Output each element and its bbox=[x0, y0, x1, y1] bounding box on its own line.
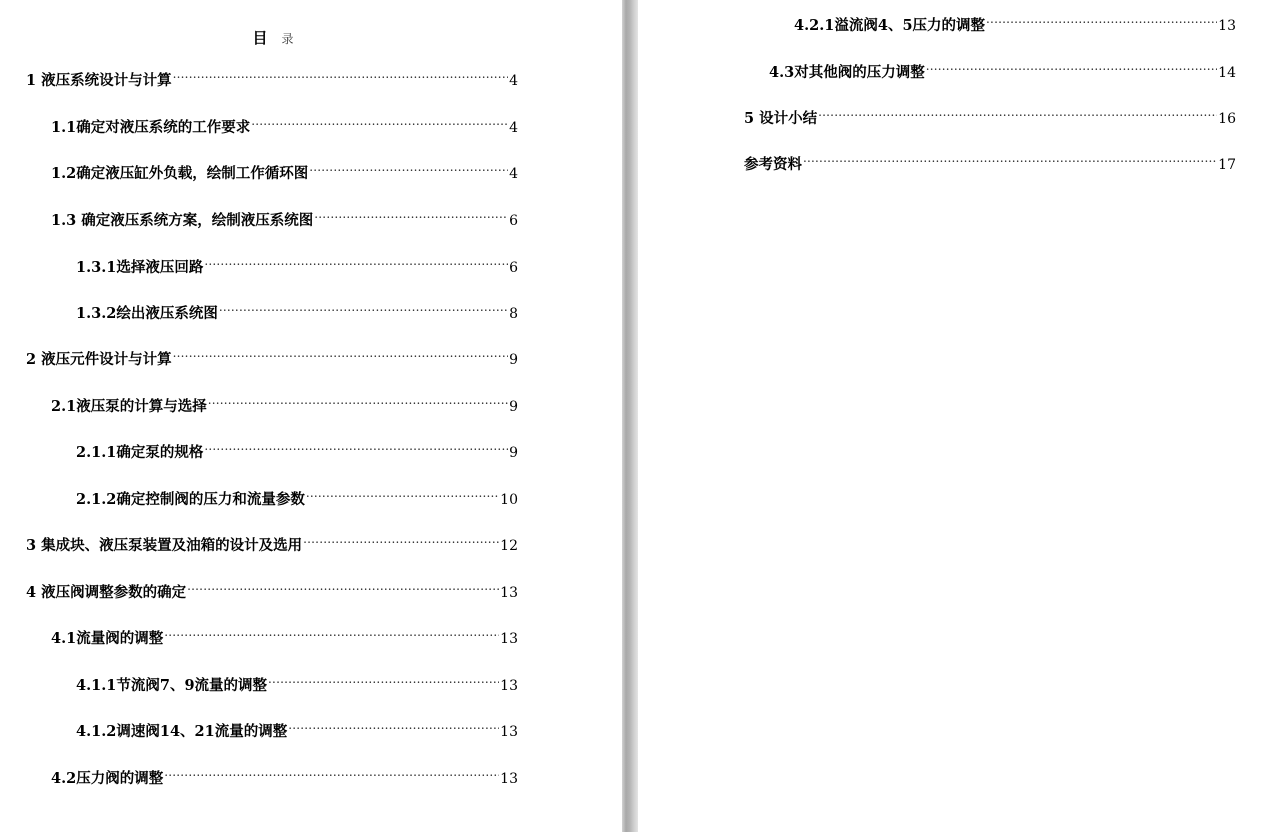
toc-entry-label: 1 液压系统设计与计算 bbox=[26, 72, 172, 89]
toc-entry-page: 16 bbox=[1218, 111, 1236, 127]
toc-entry-page: 9 bbox=[509, 399, 518, 415]
toc-entry-page: 14 bbox=[1218, 65, 1236, 81]
toc-entry-page: 17 bbox=[1218, 157, 1236, 173]
toc-entry-label: 4.1.1节流阀7、9流量的调整 bbox=[76, 677, 268, 694]
toc-entry[interactable] bbox=[76, 482, 518, 508]
toc-leader-dots bbox=[164, 621, 499, 643]
toc-entry[interactable] bbox=[76, 668, 518, 694]
toc-entry-page: 13 bbox=[500, 724, 518, 740]
toc-entry[interactable] bbox=[744, 147, 1236, 173]
toc-leader-dots bbox=[204, 250, 508, 272]
toc-leader-dots bbox=[219, 296, 508, 318]
toc-entry[interactable] bbox=[26, 342, 518, 368]
toc-page-right bbox=[638, 0, 1276, 832]
toc-leader-dots bbox=[303, 528, 499, 550]
toc-entry-page: 6 bbox=[509, 260, 518, 276]
toc-entry[interactable] bbox=[769, 55, 1236, 81]
toc-entry-label: 2.1.2确定控制阀的压力和流量参数 bbox=[76, 491, 305, 508]
toc-entry-page: 4 bbox=[509, 73, 518, 89]
toc-entry-label: 1.2确定液压缸外负载，绘制工作循环图 bbox=[51, 165, 309, 182]
toc-entry-label: 4.1流量阀的调整 bbox=[51, 630, 164, 647]
toc-leader-dots bbox=[986, 8, 1217, 30]
toc-entry-label: 4.1.2调速阀14、21流量的调整 bbox=[76, 723, 288, 740]
toc-entry-page: 13 bbox=[500, 771, 518, 787]
toc-entry-page: 10 bbox=[500, 492, 518, 508]
toc-entry-label: 4.3对其他阀的压力调整 bbox=[769, 64, 925, 81]
toc-entry[interactable] bbox=[51, 389, 518, 415]
toc-entry-page: 13 bbox=[500, 631, 518, 647]
toc-entry[interactable] bbox=[26, 63, 518, 89]
toc-leader-dots bbox=[251, 110, 508, 132]
toc-entry-page: 9 bbox=[509, 352, 518, 368]
toc-leader-dots bbox=[818, 101, 1217, 123]
toc-title-part2: 录 bbox=[281, 32, 294, 46]
toc-entry[interactable] bbox=[76, 714, 518, 740]
toc-leader-dots bbox=[187, 575, 499, 597]
toc-entry-label: 1.3 确定液压系统方案，绘制液压系统图 bbox=[51, 212, 314, 229]
toc-entry[interactable] bbox=[794, 8, 1236, 34]
toc-entry[interactable] bbox=[26, 575, 518, 601]
toc-leader-dots bbox=[164, 761, 499, 783]
toc-entry-page: 13 bbox=[1218, 18, 1236, 34]
toc-entry-page: 8 bbox=[509, 306, 518, 322]
toc-entry-label: 4.2压力阀的调整 bbox=[51, 770, 164, 787]
toc-entry[interactable] bbox=[76, 250, 518, 276]
toc-entry-label: 参考资料 bbox=[744, 156, 802, 173]
toc-entry[interactable] bbox=[26, 528, 518, 554]
toc-entry-label: 4.2.1溢流阀4、5压力的调整 bbox=[794, 17, 986, 34]
toc-page-left bbox=[0, 0, 622, 832]
toc-entry-page: 9 bbox=[509, 445, 518, 461]
toc-entry-label: 5 设计小结 bbox=[744, 110, 818, 127]
toc-entry-page: 6 bbox=[509, 213, 518, 229]
toc-entry[interactable] bbox=[744, 101, 1236, 127]
toc-leader-dots bbox=[173, 63, 508, 85]
toc-leader-dots bbox=[173, 342, 508, 364]
page-divider bbox=[622, 0, 638, 832]
toc-leader-dots bbox=[926, 55, 1217, 77]
toc-entry-page: 13 bbox=[500, 585, 518, 601]
toc-entry-page: 4 bbox=[509, 166, 518, 182]
toc-leader-dots bbox=[208, 389, 508, 411]
toc-entry[interactable] bbox=[76, 435, 518, 461]
toc-leader-dots bbox=[314, 203, 508, 225]
toc-leader-dots bbox=[803, 147, 1217, 169]
toc-entry[interactable] bbox=[51, 203, 518, 229]
toc-entry[interactable] bbox=[51, 761, 518, 787]
toc-leader-dots bbox=[306, 482, 499, 504]
toc-entry-label: 2.1.1确定泵的规格 bbox=[76, 444, 204, 461]
toc-entry-label: 1.3.2绘出液压系统图 bbox=[76, 305, 218, 322]
toc-entry-page: 4 bbox=[509, 120, 518, 136]
toc-title bbox=[0, 27, 546, 49]
toc-entry[interactable] bbox=[51, 110, 518, 136]
toc-title-part1: 目 bbox=[252, 29, 268, 47]
toc-entry-page: 12 bbox=[500, 538, 518, 554]
toc-entry[interactable] bbox=[76, 296, 518, 322]
toc-entry-label: 1.1确定对液压系统的工作要求 bbox=[51, 119, 251, 136]
toc-entry[interactable] bbox=[51, 621, 518, 647]
toc-leader-dots bbox=[309, 156, 508, 178]
toc-entry-label: 1.3.1选择液压回路 bbox=[76, 259, 204, 276]
toc-entry-label: 2 液压元件设计与计算 bbox=[26, 351, 172, 368]
toc-leader-dots bbox=[288, 714, 499, 736]
toc-entry-page: 13 bbox=[500, 678, 518, 694]
toc-entry[interactable] bbox=[51, 156, 518, 182]
toc-leader-dots bbox=[204, 435, 508, 457]
toc-leader-dots bbox=[268, 668, 499, 690]
toc-entry-label: 2.1液压泵的计算与选择 bbox=[51, 398, 207, 415]
toc-entry-label: 4 液压阀调整参数的确定 bbox=[26, 584, 187, 601]
toc-entry-label: 3 集成块、液压泵装置及油箱的设计及选用 bbox=[26, 537, 303, 554]
